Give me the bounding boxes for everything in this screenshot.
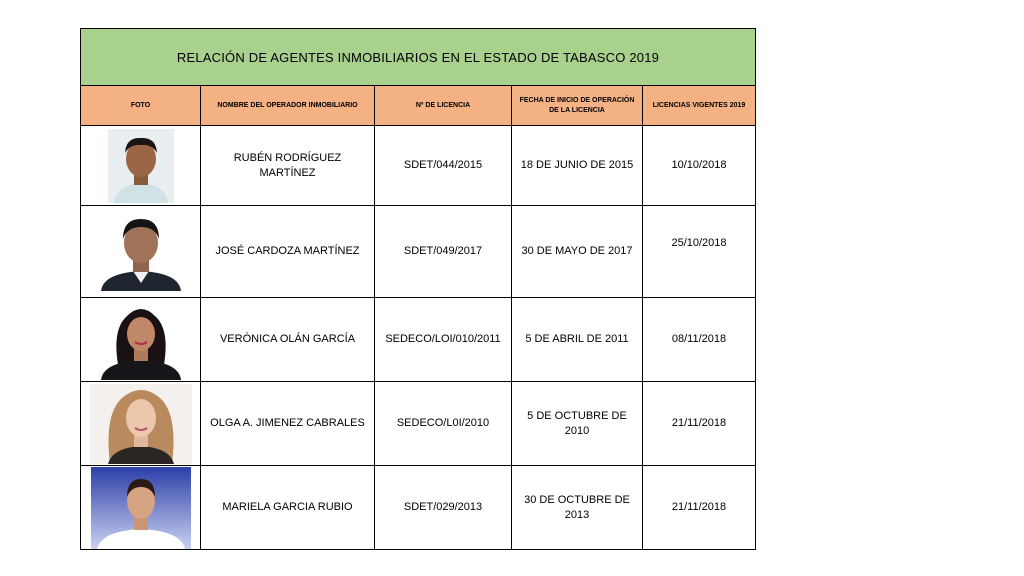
- person-photo-icon: [90, 384, 192, 464]
- table-row: [81, 382, 755, 466]
- agents-table: [80, 28, 756, 550]
- person-photo-icon: [97, 300, 185, 380]
- person-photo-icon: [108, 129, 174, 203]
- agent-name: VERÓNICA OLÁN GARCÍA: [201, 298, 375, 381]
- license-number: SEDECO/LOI/010/2011: [375, 298, 512, 381]
- table-title: RELACIÓN DE AGENTES INMOBILIARIOS EN EL ESTADO DE TABASCO 2019: [81, 29, 755, 86]
- agent-photo: [81, 126, 201, 205]
- license-number: SDET/049/2017: [375, 206, 512, 297]
- valid-date: 08/11/2018: [671, 333, 727, 345]
- header-start-date: FECHA DE INICIO DE OPERACIÓN DE LA LICENCIA: [512, 86, 643, 125]
- valid-date: 25/10/2018: [671, 237, 727, 249]
- agent-photo: [81, 298, 201, 381]
- table-header: [81, 86, 755, 126]
- license-number: SDET/044/2015: [375, 126, 512, 205]
- valid-date: 21/11/2018: [671, 417, 727, 429]
- table-row: [81, 298, 755, 382]
- header-license: Nº DE LICENCIA: [375, 86, 512, 125]
- license-number: SEDECO/L0I/2010: [375, 382, 512, 465]
- valid-date: 10/10/2018: [671, 159, 727, 171]
- agent-photo: [81, 382, 201, 465]
- table-row: [81, 206, 755, 298]
- person-photo-icon: [99, 213, 183, 291]
- start-date: 5 DE ABRIL DE 2011: [512, 298, 643, 381]
- agent-name: JOSÉ CARDOZA MARTÍNEZ: [201, 206, 375, 297]
- license-number: SDET/029/2013: [375, 466, 512, 549]
- agent-name: OLGA A. JIMENEZ CABRALES: [201, 382, 375, 465]
- table-row: [81, 126, 755, 206]
- person-photo-icon: [91, 467, 191, 549]
- agent-name: MARIELA GARCIA RUBIO: [201, 466, 375, 549]
- valid-date: 21/11/2018: [671, 501, 727, 513]
- start-date: 18 DE JUNIO DE 2015: [512, 126, 643, 205]
- header-name: NOMBRE DEL OPERADOR INMOBILIARIO: [201, 86, 375, 125]
- table-row: [81, 466, 755, 549]
- start-date: 30 DE OCTUBRE DE 2013: [512, 466, 643, 549]
- start-date: 30 DE MAYO DE 2017: [512, 206, 643, 297]
- agent-name: RUBÉN RODRÍGUEZ MARTÍNEZ: [201, 126, 375, 205]
- agent-photo: [81, 206, 201, 297]
- start-date: 5 DE OCTUBRE DE 2010: [512, 382, 643, 465]
- header-photo: FOTO: [81, 86, 201, 125]
- agent-photo: [81, 466, 201, 549]
- header-valid: LICENCIAS VIGENTES 2019: [652, 101, 746, 109]
